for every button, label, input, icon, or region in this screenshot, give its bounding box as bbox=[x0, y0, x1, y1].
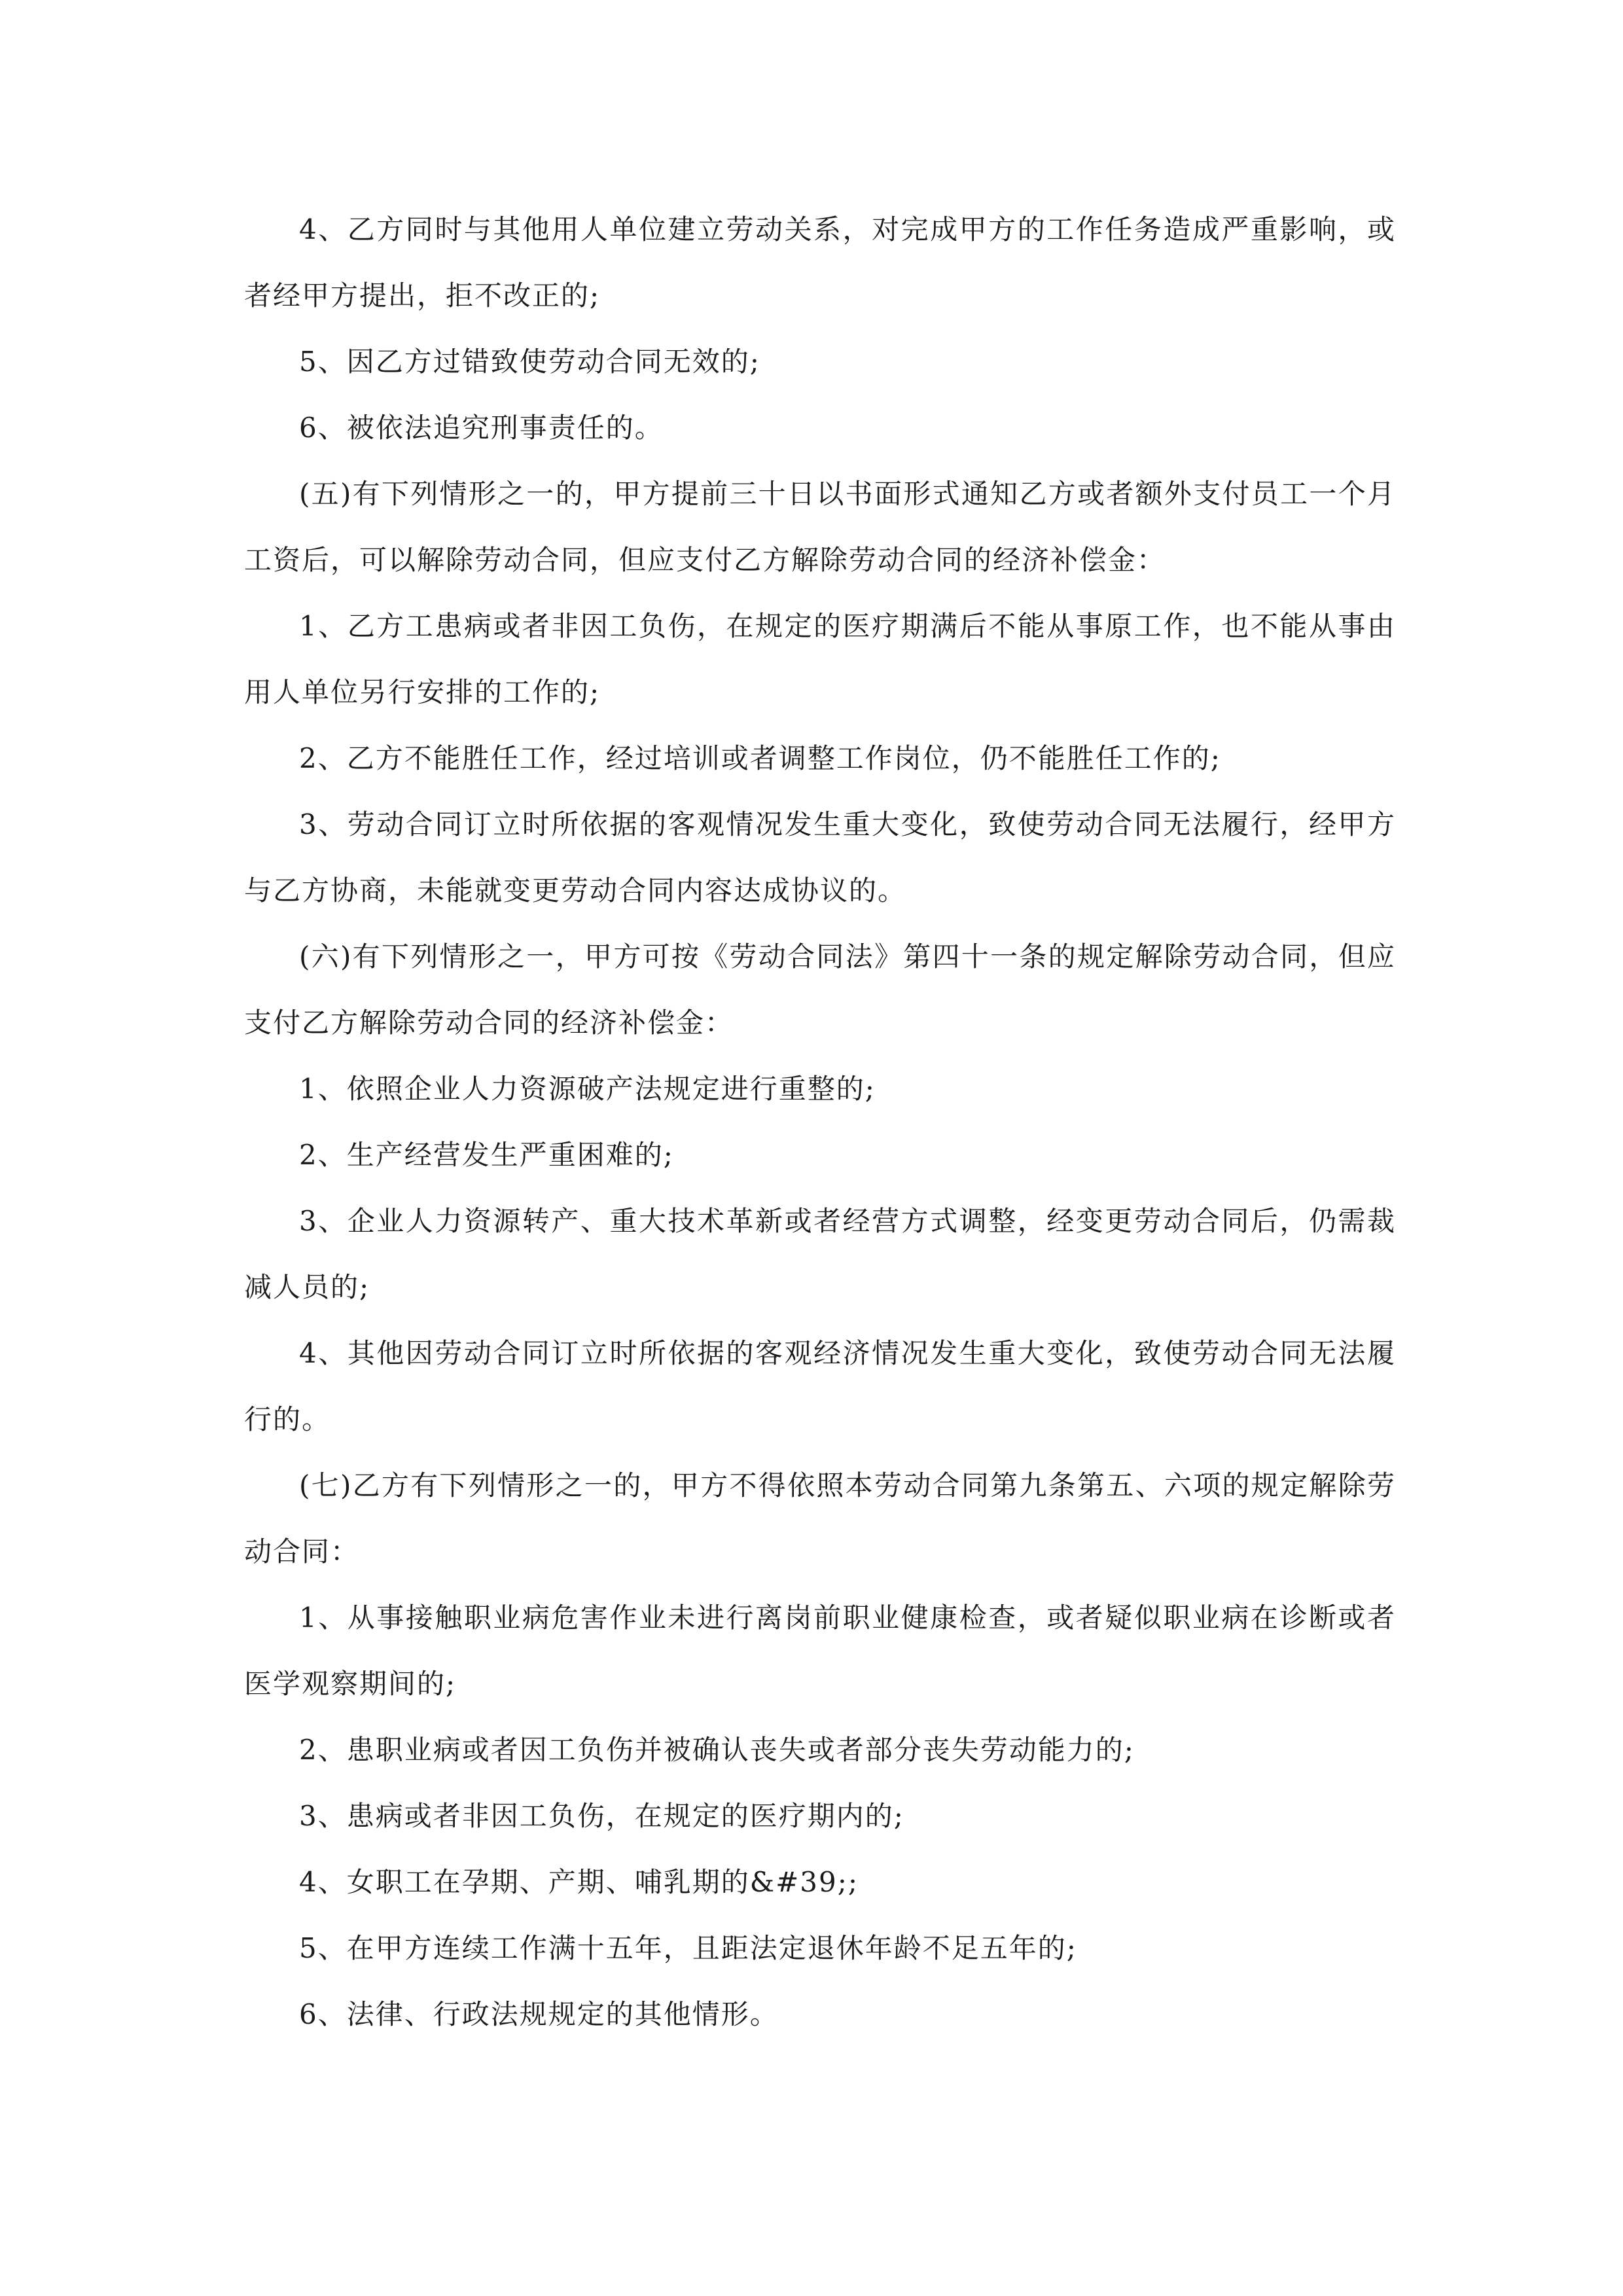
paragraph-6: 2、乙方不能胜任工作，经过培训或者调整工作岗位，仍不能胜任工作的; bbox=[299, 742, 1221, 774]
paragraph-8: (六)有下列情形之一，甲方可按《劳动合同法》第四十一条的规定解除劳动合同，但应支付乙方解除劳动合同的经济补偿金： bbox=[244, 941, 1396, 1039]
paragraph-3: 6、被依法追究刑事责任的。 bbox=[299, 412, 664, 444]
paragraph-11: 3、企业人力资源转产、重大技术革新或者经营方式调整，经变更劳动合同后，仍需裁减人员的; bbox=[244, 1205, 1396, 1303]
paragraph-1: 4、乙方同时与其他用人单位建立劳动关系，对完成甲方的工作任务造成严重影响，或者经甲方提出，拒不改正的; bbox=[244, 213, 1396, 312]
paragraph-16: 3、患病或者非因工负伤，在规定的医疗期内的; bbox=[299, 1800, 904, 1832]
paragraph-18: 5、在甲方连续工作满十五年，且距法定退休年龄不足五年的; bbox=[299, 1932, 1077, 1964]
paragraph-7: 3、劳动合同订立时所依据的客观情况发生重大变化，致使劳动合同无法履行，经甲方与乙方协商，未能就变更劳动合同内容达成协议的。 bbox=[244, 808, 1396, 906]
paragraph-13: (七)乙方有下列情形之一的，甲方不得依照本劳动合同第九条第五、六项的规定解除劳动合同： bbox=[244, 1469, 1396, 1568]
paragraph-5: 1、乙方工患病或者非因工负伤，在规定的医疗期满后不能从事原工作，也不能从事由用人单位另行安排的工作的; bbox=[244, 610, 1396, 708]
paragraph-10: 2、生产经营发生严重困难的; bbox=[299, 1139, 674, 1171]
paragraph-19: 6、法律、行政法规规定的其他情形。 bbox=[299, 1998, 779, 2030]
paragraph-12: 4、其他因劳动合同订立时所依据的客观经济情况发生重大变化，致使劳动合同无法履行的。 bbox=[244, 1337, 1396, 1435]
paragraph-17: 4、女职工在孕期、产期、哺乳期的&#39;; bbox=[299, 1866, 859, 1898]
paragraph-14: 1、从事接触职业病危害作业未进行离岗前职业健康检查，或者疑似职业病在诊断或者医学观察期间的; bbox=[244, 1602, 1396, 1700]
paragraph-4: (五)有下列情形之一的，甲方提前三十日以书面形式通知乙方或者额外支付员工一个月工资后，可以解除劳动合同，但应支付乙方解除劳动合同的经济补偿金： bbox=[244, 478, 1396, 576]
document-body bbox=[244, 196, 1396, 2047]
paragraph-9: 1、依照企业人力资源破产法规定进行重整的; bbox=[299, 1073, 876, 1105]
paragraph-2: 5、因乙方过错致使劳动合同无效的; bbox=[299, 346, 760, 378]
paragraph-15: 2、患职业病或者因工负伤并被确认丧失或者部分丧失劳动能力的; bbox=[299, 1734, 1135, 1766]
